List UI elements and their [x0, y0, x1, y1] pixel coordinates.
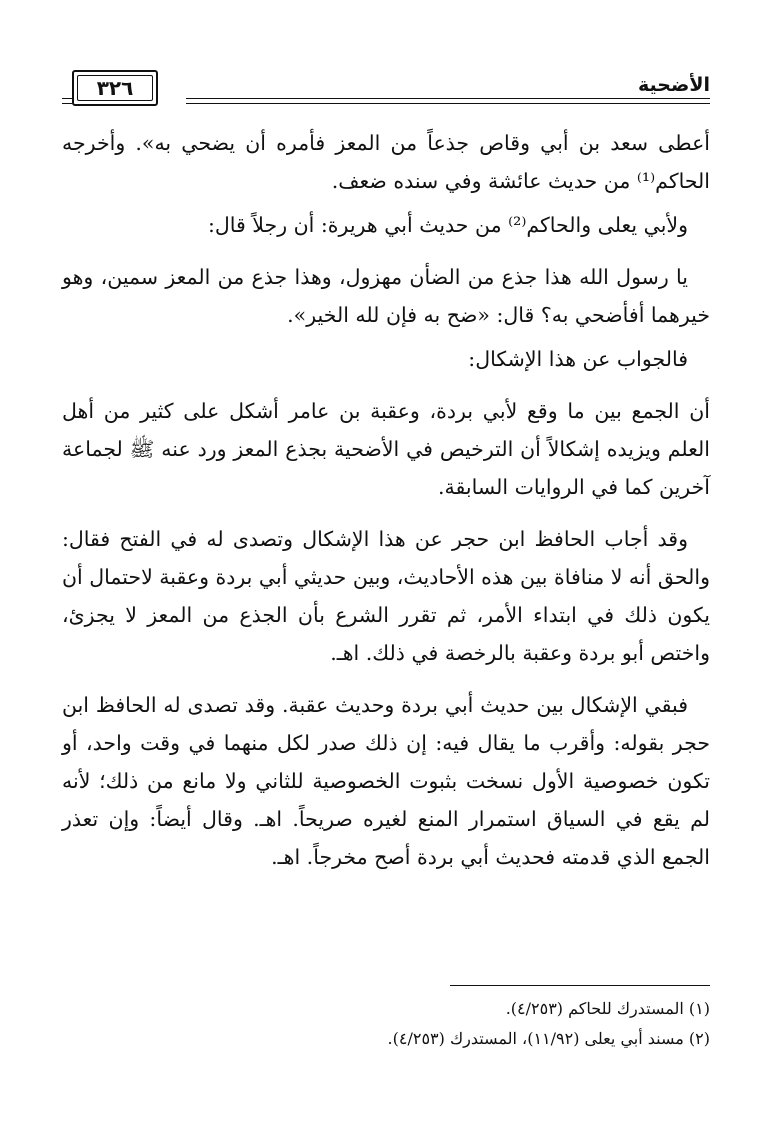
header-rule-stub — [62, 98, 72, 104]
footnote-separator — [450, 985, 710, 986]
paragraph-6: وقد أجاب الحافظ ابن حجر عن هذا الإشكال وتصدى له في الفتح فقال: والحق أنه لا منافاة بين هذه الأحاديث، وبين حديثي أبي بردة وعقبة لاحتمال أن يكون ذلك في ابتداء الأمر، ثم تقرر الشرع بأن الجذع من المعز لا يجزئ، واختص أبو بردة وعقبة بالرخصة في ذلك. اهـ. — [61, 527, 710, 665]
footnotes — [62, 994, 710, 1054]
main-text — [62, 124, 710, 890]
paragraph-4: فالجواب عن هذا الإشكال: — [468, 347, 688, 371]
paragraph-2: ولأبي يعلى والحاكم⁽²⁾ من حديث أبي هريرة: أن رجلاً قال: — [207, 213, 688, 237]
paragraph-3: يا رسول الله هذا جذع من الضأن مهزول، وهذا جذع من المعز سمين، وهو خيرهما أفأضحي به؟ قال: «ضح به فإن لله الخير». — [62, 265, 710, 327]
page-header — [62, 70, 710, 114]
header-double-rule — [186, 98, 710, 104]
paragraph-5: أن الجمع بين ما وقع لأبي بردة، وعقبة بن عامر أشكل على كثير من أهل العلم ويزيده إشكالاً أن الترخيص في الأضحية بجذع المعز ورد عنه ﷺ لجماعة آخرين كما في الروايات السابقة. — [62, 399, 710, 499]
paragraph-1: أعطى سعد بن أبي وقاص جذعاً من المعز فأمره أن يضحي به». وأخرجه الحاكم⁽¹⁾ من حديث عائشة وفي سنده ضعف. — [62, 131, 710, 193]
page-number-frame — [72, 70, 158, 106]
paragraph-7: فبقي الإشكال بين حديث أبي بردة وحديث عقبة. وقد تصدى له الحافظ ابن حجر بقوله: وأقرب ما يقال فيه: إن ذلك صدر لكل منهما في وقت واحد، أو تكون خصوصية الأول نسخت بثبوت الخصوصية للثاني ولا مانع من ذلك؛ لأنه لم يقع في السياق استمرار المنع لغيره صريحاً. اهـ. وقال أيضاً: وإن تعذر الجمع الذي قدمته فحديث أبي بردة أصح مخرجاً. اهـ. — [62, 693, 710, 869]
page-number: ٣٢٦ — [96, 76, 134, 100]
running-title: الأضحية — [638, 74, 710, 96]
footnote-2: (٢) مسند أبي يعلى (١١/٩٢)، المستدرك (٤/٢٥٣). — [387, 1029, 710, 1048]
footnote-1: (١) المستدرك للحاكم (٤/٢٥٣). — [505, 999, 710, 1018]
